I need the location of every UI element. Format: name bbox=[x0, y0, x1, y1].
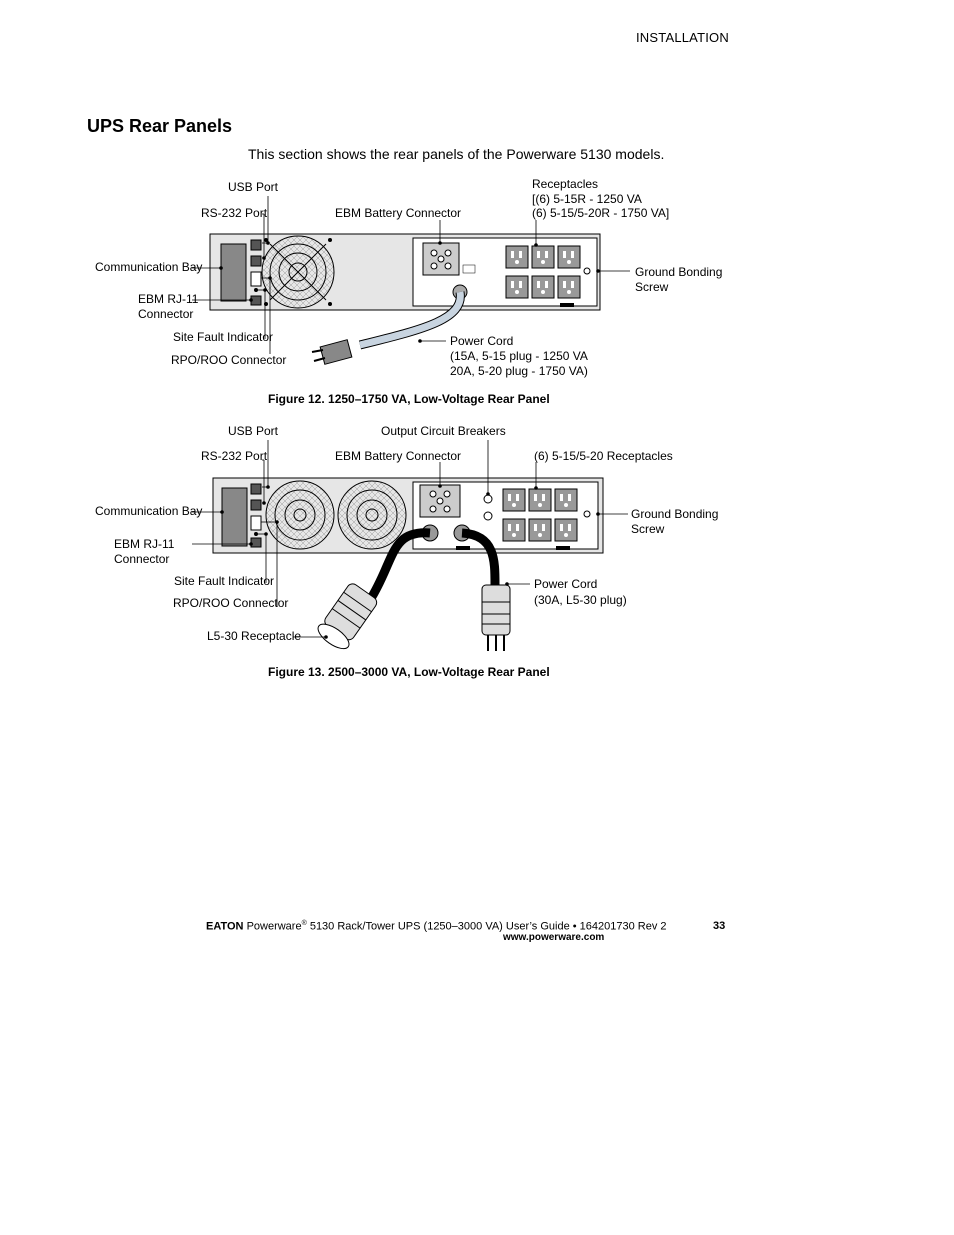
receptacle-outlet bbox=[529, 519, 551, 541]
label-ground-line2: Screw bbox=[635, 280, 669, 294]
outlet-ground-hole bbox=[567, 290, 571, 294]
label-ebm-battery: EBM Battery Connector bbox=[335, 206, 462, 220]
outlet-slot bbox=[560, 494, 563, 501]
outlet-ground-hole bbox=[567, 260, 571, 264]
fan-icon bbox=[262, 236, 334, 308]
footer-url: www.powerware.com bbox=[503, 932, 605, 943]
label-power-cord: Power Cord bbox=[534, 577, 598, 591]
receptacle-outlet bbox=[503, 489, 525, 511]
outlet-ground-hole bbox=[564, 503, 568, 507]
outlet-ground-hole bbox=[541, 290, 545, 294]
label-receptacles-line3: (6) 5-15/5-20R - 1750 VA] bbox=[532, 206, 670, 220]
usb-port bbox=[251, 484, 261, 494]
outlet-slot bbox=[511, 281, 514, 288]
footer-product: Powerware bbox=[246, 920, 302, 933]
outlet-slot bbox=[545, 281, 548, 288]
usb-port bbox=[251, 240, 261, 250]
outlet-slot bbox=[508, 524, 511, 531]
receptacle-outlet bbox=[555, 489, 577, 511]
outlet-slot bbox=[542, 524, 545, 531]
outlet-slot bbox=[545, 251, 548, 258]
outlet-slot bbox=[560, 524, 563, 531]
section-header: INSTALLATION bbox=[636, 30, 729, 45]
outlet-slot bbox=[534, 494, 537, 501]
outlet-ground-hole bbox=[512, 503, 516, 507]
rs232-port bbox=[251, 500, 261, 510]
label-power-cord-line2: (30A, L5-30 plug) bbox=[534, 593, 627, 607]
label-comm-bay: Communication Bay bbox=[95, 504, 203, 518]
outlet-slot bbox=[508, 494, 511, 501]
outlet-ground-hole bbox=[538, 503, 542, 507]
receptacle-outlet bbox=[558, 246, 580, 268]
fan-icon bbox=[338, 481, 406, 549]
rs232-port bbox=[251, 256, 261, 266]
figure-13-caption: Figure 13. 2500–3000 VA, Low-Voltage Rear Panel bbox=[268, 665, 550, 679]
label-output-breakers: Output Circuit Breakers bbox=[381, 424, 506, 438]
receptacle-outlet bbox=[506, 276, 528, 298]
label-receptacles: Receptacles bbox=[532, 177, 599, 191]
fan-icon bbox=[266, 481, 334, 549]
label-usb-port: USB Port bbox=[228, 180, 279, 194]
label-usb-port: USB Port bbox=[228, 424, 279, 438]
outlet-ground-hole bbox=[515, 260, 519, 264]
footer-title: 5130 Rack/Tower UPS (1250–3000 VA) User’s Guide • 164201730 Rev 2 bbox=[306, 920, 667, 933]
label-receptacles: (6) 5-15/5-20 Receptacles bbox=[534, 449, 673, 463]
label-rpo-roo: RPO/ROO Connector bbox=[173, 596, 289, 610]
outlet-slot bbox=[537, 251, 540, 258]
circuit-breaker-icon bbox=[484, 512, 492, 520]
outlet-slot bbox=[534, 524, 537, 531]
label-site-fault: Site Fault Indicator bbox=[174, 574, 275, 588]
label-power-cord-line3: 20A, 5-20 plug - 1750 VA) bbox=[450, 364, 588, 378]
label-receptacles-line2: [(6) 5-15R - 1250 VA bbox=[532, 192, 642, 206]
outlet-slot bbox=[519, 251, 522, 258]
label-power-cord-line2: (15A, 5-15 plug - 1250 VA bbox=[450, 349, 588, 363]
label-site-fault: Site Fault Indicator bbox=[173, 330, 274, 344]
receptacle-outlet bbox=[532, 246, 554, 268]
outlet-slot bbox=[568, 524, 571, 531]
communication-bay bbox=[221, 244, 246, 301]
intro-paragraph: This section shows the rear panels of the Powerware 5130 models. bbox=[248, 146, 665, 162]
outlet-slot bbox=[519, 281, 522, 288]
label-rpo-roo: RPO/ROO Connector bbox=[171, 353, 287, 367]
label-ground: Ground Bonding bbox=[635, 265, 723, 279]
outlet-ground-hole bbox=[512, 533, 516, 537]
label-ebm-rj11: EBM RJ-11 bbox=[114, 537, 175, 551]
footer-brand: EATON bbox=[206, 920, 244, 933]
outlet-slot bbox=[537, 281, 540, 288]
label-rs232-port: RS-232 Port bbox=[201, 206, 268, 220]
rpo-connector bbox=[251, 516, 261, 530]
label-ground-line2: Screw bbox=[631, 522, 665, 536]
ground-screw bbox=[584, 511, 590, 517]
receptacle-outlet bbox=[532, 276, 554, 298]
ground-screw bbox=[584, 268, 590, 274]
circuit-breaker-icon bbox=[484, 495, 492, 503]
outlet-ground-hole bbox=[515, 290, 519, 294]
label-ebm-rj11-line2: Connector bbox=[114, 552, 170, 566]
ebm-battery-connector bbox=[423, 243, 459, 275]
outlet-slot bbox=[571, 251, 574, 258]
label-ebm-rj11-line2: Connector bbox=[138, 307, 194, 321]
receptacle-outlet bbox=[506, 246, 528, 268]
label-comm-bay: Communication Bay bbox=[95, 260, 203, 274]
label-rs232-port: RS-232 Port bbox=[201, 449, 268, 463]
outlet-ground-hole bbox=[538, 533, 542, 537]
label-l5-30: L5-30 Receptacle bbox=[207, 629, 302, 643]
page-number: 33 bbox=[713, 920, 726, 932]
site-fault-led bbox=[254, 288, 258, 292]
label-power-cord: Power Cord bbox=[450, 334, 514, 348]
rpo-connector bbox=[251, 272, 261, 286]
ebm-battery-connector bbox=[420, 485, 460, 517]
page-footer bbox=[206, 920, 726, 943]
label-ebm-rj11: EBM RJ-11 bbox=[138, 292, 199, 306]
outlet-slot bbox=[563, 251, 566, 258]
receptacle-outlet bbox=[555, 519, 577, 541]
outlet-ground-hole bbox=[541, 260, 545, 264]
figure-13 bbox=[95, 424, 718, 679]
label-ground: Ground Bonding bbox=[631, 507, 719, 521]
footer-reg: ® bbox=[301, 920, 307, 927]
outlet-slot bbox=[568, 494, 571, 501]
figure-12-caption: Figure 12. 1250–1750 VA, Low-Voltage Rear Panel bbox=[268, 392, 550, 406]
outlet-slot bbox=[511, 251, 514, 258]
outlet-ground-hole bbox=[564, 533, 568, 537]
outlet-slot bbox=[516, 494, 519, 501]
ebm-rj11-port bbox=[251, 538, 261, 547]
receptacle-outlet bbox=[529, 489, 551, 511]
communication-bay bbox=[222, 488, 247, 546]
outlet-slot bbox=[571, 281, 574, 288]
figure-12 bbox=[95, 177, 722, 406]
label-ebm-battery: EBM Battery Connector bbox=[335, 449, 462, 463]
outlet-slot bbox=[563, 281, 566, 288]
page-title: UPS Rear Panels bbox=[87, 116, 233, 136]
receptacle-outlet bbox=[503, 519, 525, 541]
site-fault-led bbox=[254, 532, 258, 536]
outlet-slot bbox=[542, 494, 545, 501]
receptacle-outlet bbox=[558, 276, 580, 298]
outlet-slot bbox=[516, 524, 519, 531]
